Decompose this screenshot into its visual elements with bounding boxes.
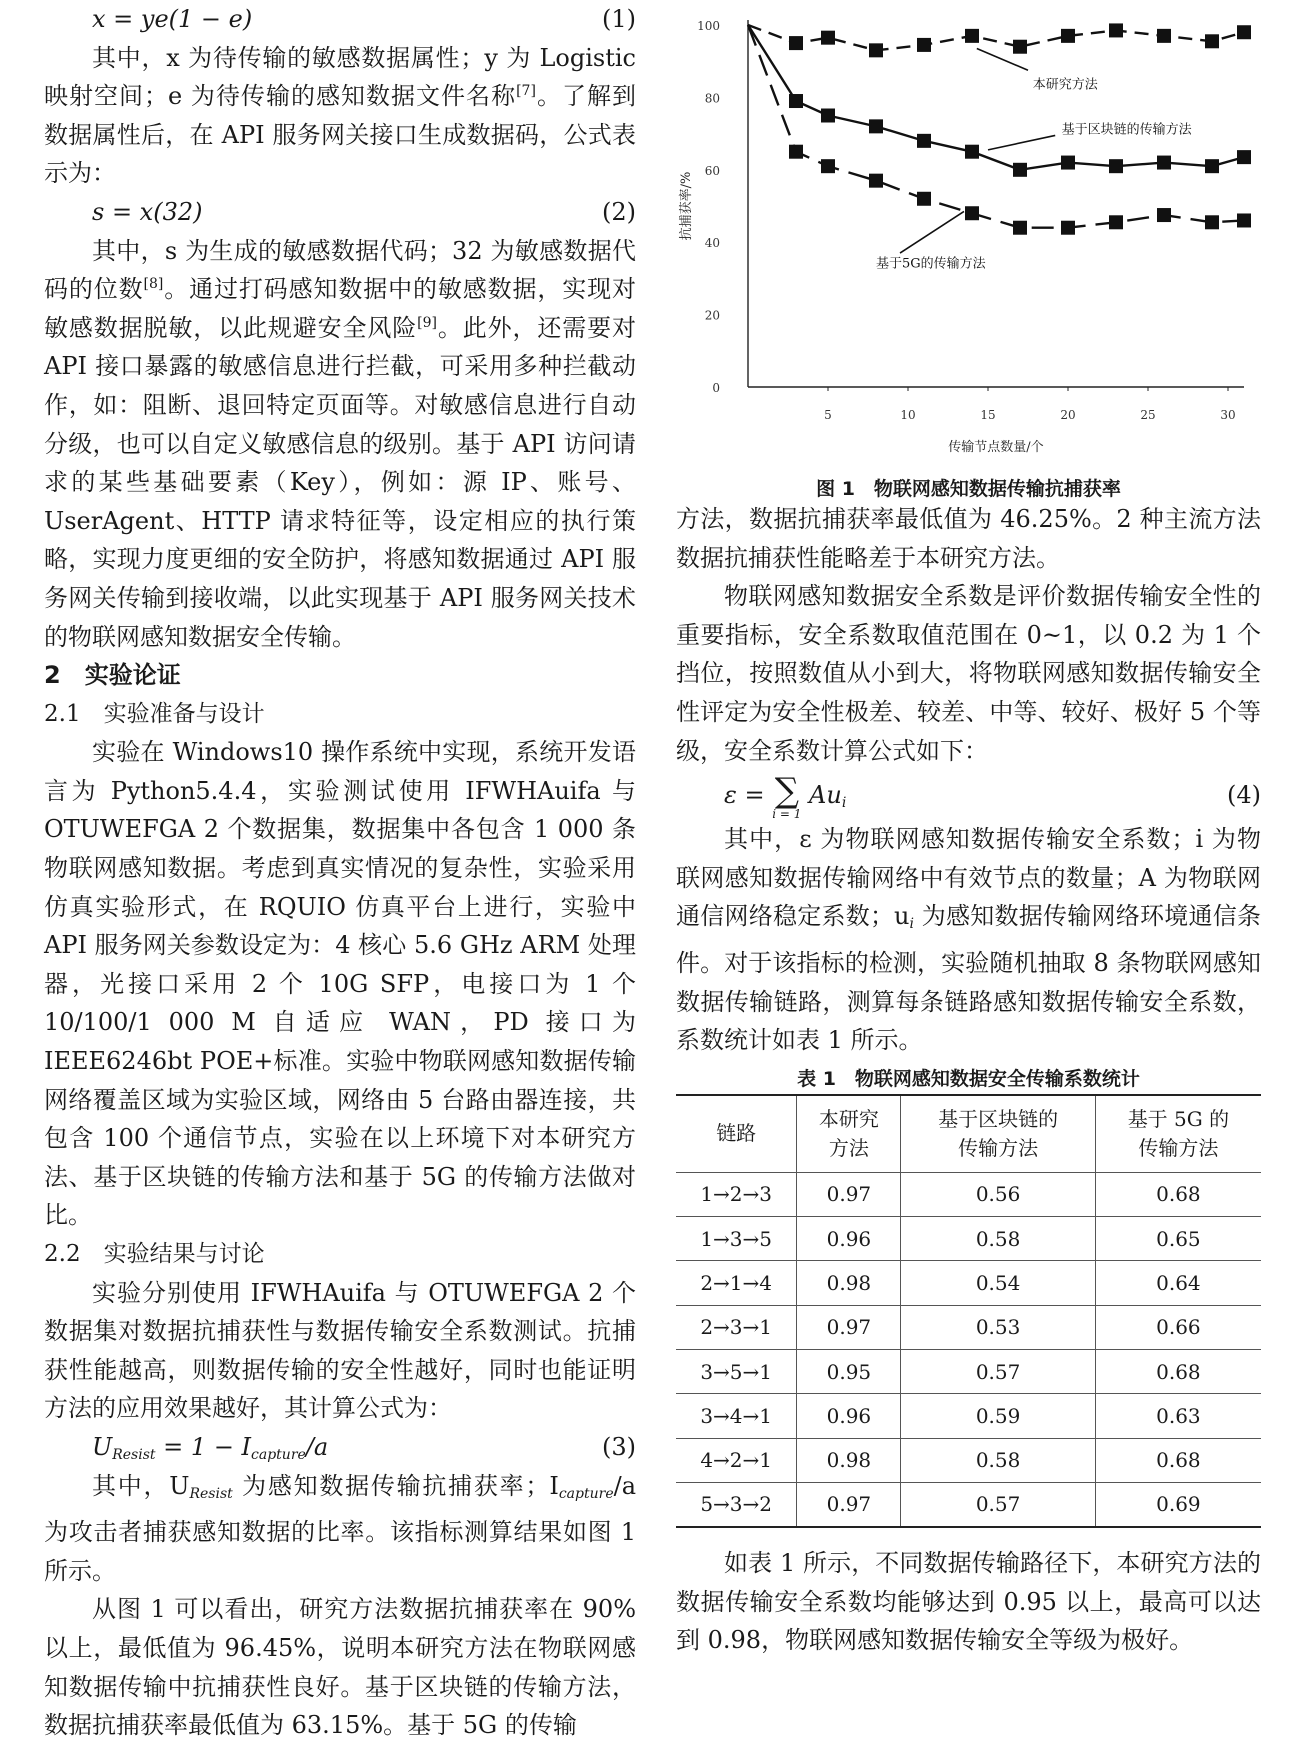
- left-column: [44, 0, 636, 1745]
- table-cell: 0.98: [797, 1438, 901, 1482]
- table-cell: 0.66: [1095, 1305, 1261, 1349]
- formula-4: [676, 770, 1261, 820]
- table-cell: 0.64: [1095, 1261, 1261, 1305]
- table-cell: 0.96: [797, 1217, 901, 1261]
- annotation-leader-line: [988, 135, 1055, 149]
- data-point: [1109, 159, 1123, 173]
- table-cell: 1→2→3: [676, 1172, 797, 1216]
- table-cell: 0.56: [901, 1172, 1095, 1216]
- paragraph-2: [44, 232, 636, 657]
- table-header-cell: 基于区块链的 传输方法: [901, 1095, 1095, 1173]
- table-header-cell: 本研究 方法: [797, 1095, 901, 1173]
- subsection-heading-2-2: 2.2 实验结果与讨论: [44, 1241, 265, 1267]
- table-1: [676, 1094, 1261, 1528]
- formula-3-mid: = 1 − I: [155, 1432, 252, 1461]
- paragraph-9-sub: i: [909, 916, 914, 933]
- table-cell: 2→1→4: [676, 1261, 797, 1305]
- table-row: [676, 1305, 1261, 1349]
- data-point: [1061, 29, 1075, 43]
- table-cell: 0.97: [797, 1172, 901, 1216]
- table-cell: 5→3→2: [676, 1482, 797, 1527]
- y-tick-label: 100: [697, 19, 720, 33]
- data-point: [1109, 215, 1123, 229]
- formula-4-rhs-sub: i: [841, 795, 847, 812]
- y-axis-label: 抗捕获率/%: [679, 171, 694, 241]
- formula-2: [44, 193, 636, 232]
- data-point: [1061, 221, 1075, 235]
- paragraph-5-text-c: /a 为攻击者捕获感知数据的比率。该指标测算结果如图 1 所示。: [44, 1471, 637, 1585]
- table-cell: 3→4→1: [676, 1394, 797, 1438]
- paragraph-9-text-b: 为感知数据传输网络环境通信条件。对于该指标的检测，实验随机抽取 8 条物联网感知数据传输链路，测算每条链路感知数据传输安全系数，系数统计如表 1 所示。: [676, 902, 1261, 1055]
- table-cell: 0.97: [797, 1305, 901, 1349]
- series-annotation-label: 本研究方法: [1032, 77, 1098, 93]
- data-point: [917, 192, 931, 206]
- data-point: [965, 145, 979, 159]
- y-tick-label: 60: [704, 163, 720, 178]
- citation-8[interactable]: [8]: [143, 276, 164, 293]
- x-tick-label: 25: [1140, 408, 1156, 422]
- data-point: [1157, 156, 1171, 170]
- figure-1-caption: 图 1 物联网感知数据传输抗捕获率: [816, 478, 1121, 500]
- table-body: [676, 1172, 1261, 1527]
- subsection-heading-2-1: 2.1 实验准备与设计: [44, 700, 265, 727]
- series-annotation-label: 基于5G的传输方法: [876, 256, 986, 272]
- data-point: [1157, 208, 1171, 222]
- table-cell: 0.97: [797, 1482, 901, 1527]
- formula-4-lhs: ε =: [724, 781, 773, 810]
- data-point: [1237, 150, 1251, 164]
- paragraph-7: 方法，数据抗捕获率最低值为 46.25%。2 种主流方法数据抗捕获性能略差于本研究方法。: [676, 505, 1261, 572]
- paragraph-9: [676, 820, 1261, 1060]
- table-cell: 0.69: [1095, 1482, 1261, 1527]
- paragraph-5: [44, 1467, 636, 1591]
- paragraph-4: 实验分别使用 IFWHAuifa 与 OTUWEFGA 2 个数据集对数据抗捕获性与数据传输安全系数测试。抗捕获性能越高，则数据传输的安全性越好，同时也能证明方法的应用效果越好，其计算公式为：: [44, 1278, 636, 1423]
- data-point: [965, 29, 979, 43]
- line-chart: [676, 0, 1261, 470]
- data-point: [965, 206, 979, 220]
- table-row: [676, 1217, 1261, 1261]
- x-axis-label: 传输节点数量/个: [948, 440, 1044, 455]
- table-header-row: [676, 1095, 1261, 1173]
- table-cell: 0.95: [797, 1349, 901, 1393]
- paragraph-5-sub-1: Resist: [189, 1485, 233, 1502]
- data-point: [1157, 29, 1171, 43]
- formula-3-tail: /a: [305, 1432, 329, 1461]
- table-1-caption: 表 1 物联网感知数据安全传输系数统计: [797, 1067, 1140, 1090]
- data-point: [1205, 159, 1219, 173]
- data-point: [1061, 156, 1075, 170]
- paragraph-5-sub-2: capture: [558, 1485, 614, 1502]
- data-point: [1205, 215, 1219, 229]
- paragraph-8: 物联网感知数据安全系数是评价数据传输安全性的重要指标，安全系数取值范围在 0~1，以 0.2 为 1 个挡位，按照数值从小到大，将物联网感知数据传输安全性评定为安全性极差、较差、中等、较好、极好 5 个等级，安全系数计算公式如下：: [676, 582, 1261, 765]
- formula-3-u-sub: Resist: [112, 1446, 156, 1463]
- y-tick-label: 20: [704, 308, 720, 323]
- paragraph-2-text-b: 。通过打码感知数据中的敏感数据，实现对敏感数据脱敏，以此规避安全风险: [44, 275, 637, 342]
- y-tick-label: 40: [704, 236, 720, 251]
- table-cell: 0.98: [797, 1261, 901, 1305]
- x-tick-label: 30: [1220, 408, 1236, 422]
- formula-3-number: (3): [602, 1432, 636, 1461]
- table-cell: 0.68: [1095, 1349, 1261, 1393]
- table-cell: 0.57: [901, 1349, 1095, 1393]
- paragraph-5-text-b: 为感知数据传输抗捕获率；I: [232, 1471, 559, 1500]
- paragraph-2-text-a: 其中，s 为生成的敏感数据代码；32 为敏感数据代码的位数: [44, 236, 636, 304]
- table-row: [676, 1349, 1261, 1393]
- table-cell: 0.63: [1095, 1394, 1261, 1438]
- y-tick-label: 0: [712, 381, 720, 395]
- table-cell: 0.58: [901, 1438, 1095, 1482]
- table-row: [676, 1438, 1261, 1482]
- table-cell: 0.57: [901, 1482, 1095, 1527]
- table-cell: 0.58: [901, 1217, 1095, 1261]
- right-column: [676, 0, 1261, 1660]
- table-cell: 0.54: [901, 1261, 1095, 1305]
- data-point: [1013, 40, 1027, 54]
- data-point: [821, 159, 835, 173]
- table-cell: 0.96: [797, 1394, 901, 1438]
- data-point: [789, 94, 803, 108]
- paragraph-9-text-a: 其中，ε 为物联网感知数据传输安全系数；i 为物联网感知数据传输网络中有效节点的数量；A 为物联网通信网络稳定系数；u: [676, 825, 1261, 931]
- formula-1-number: (1): [602, 5, 636, 33]
- table-cell: 0.65: [1095, 1217, 1261, 1261]
- paragraph-1-text-b: 。了解到数据属性后，在 API 服务网关接口生成数据码，公式表示为：: [44, 82, 636, 188]
- table-header-cell: 基于 5G 的 传输方法: [1095, 1095, 1261, 1173]
- annotation-leader-line: [900, 211, 964, 253]
- formula-1-expr: x = ye(1 − e): [92, 5, 253, 33]
- x-tick-label: 10: [900, 408, 916, 422]
- paragraph-5-text-a: 其中，U: [92, 1471, 190, 1500]
- paragraph-6: 从图 1 可以看出，研究方法数据抗捕获率在 90% 以上，最低值为 96.45%，说明本研究方法在物联网感知数据传输中抗捕获性良好。基于区块链的传输方法，数据抗捕获率最低值为 63.15%。基于 5G 的传输: [44, 1595, 636, 1740]
- x-tick-label: 20: [1060, 408, 1076, 422]
- data-point: [1237, 25, 1251, 39]
- data-point: [1109, 23, 1123, 37]
- data-point: [1013, 221, 1027, 235]
- series-annotation-label: 基于区块链的传输方法: [1061, 122, 1192, 138]
- formula-1: [44, 0, 636, 39]
- formula-4-rhs: Au: [809, 781, 842, 810]
- formula-4-number: (4): [1227, 781, 1261, 810]
- table-header-cell: 链路: [676, 1095, 797, 1173]
- table-cell: 0.59: [901, 1394, 1095, 1438]
- x-tick-label: 15: [980, 408, 996, 422]
- data-point: [789, 36, 803, 50]
- table-row: [676, 1261, 1261, 1305]
- formula-3: [44, 1428, 636, 1467]
- data-point: [869, 119, 883, 133]
- data-point: [1013, 163, 1027, 177]
- table-cell: 2→3→1: [676, 1305, 797, 1349]
- table-cell: 1→3→5: [676, 1217, 797, 1261]
- formula-2-number: (2): [602, 197, 636, 226]
- data-point: [821, 109, 835, 123]
- summation-symbol: ∑ i = 1: [772, 770, 802, 821]
- table-row: [676, 1172, 1261, 1216]
- y-tick-label: 80: [704, 91, 720, 106]
- data-point: [789, 145, 803, 159]
- table-cell: 0.68: [1095, 1438, 1261, 1482]
- table-row: [676, 1394, 1261, 1438]
- formula-3-i-sub: capture: [251, 1446, 306, 1463]
- table-cell: 0.68: [1095, 1172, 1261, 1216]
- table-cell: 3→5→1: [676, 1349, 797, 1393]
- figure-1: [676, 0, 1261, 500]
- data-point: [917, 38, 931, 52]
- summation-lower-limit: i = 1: [772, 806, 802, 821]
- table-cell: 4→2→1: [676, 1438, 797, 1482]
- table-row: [676, 1482, 1261, 1527]
- paragraph-2-text-c: 。此外，还需要对 API 接口暴露的敏感信息进行拦截，可采用多种拦截动作，如：阻断、退回特定页面等。对敏感信息进行自动分级，也可以自定义敏感信息的级别。基于 API 访问请求的某些基础要素（Key），例如：源 IP、账号、UserAgent、HTTP 请求特征等，设定相应的执行策略，实现力度更细的安全防护，将感知数据通过 API 服务网关传输到接收端，以此实现基于 API 服务网关技术的物联网感知数据安全传输。: [44, 313, 637, 651]
- data-point: [821, 31, 835, 45]
- section-heading-2: 2 实验论证: [44, 661, 181, 690]
- paragraph-10: 如表 1 所示，不同数据传输路径下，本研究方法的数据传输安全系数均能够达到 0.95 以上，最高可以达到 0.98，物联网感知数据传输安全等级为极好。: [676, 1549, 1261, 1655]
- data-point: [1237, 213, 1251, 227]
- formula-3-u: U: [92, 1432, 113, 1461]
- table-cell: 0.53: [901, 1305, 1095, 1349]
- data-point: [1205, 34, 1219, 48]
- paragraph-3: 实验在 Windows10 操作系统中实现，系统开发语言为 Python5.4.4，实验测试使用 IFWHAuifa 与 OTUWEFGA 2 个数据集，数据集中各包含 1 000 条物联网感知数据。考虑到真实情况的复杂性，实验采用仿真实验形式，在 RQUIO 仿真平台上进行，实验中 API 服务网关参数设定为：4 核心 5.6 GHz ARM 处理器，光接口采用 2 个 10G SFP，电接口为 1 个 10/100/1 000 M 自适应 WAN，PD 接口为 IEEE6246bt POE+标准。实验中物联网感知数据传输网络覆盖区域为实验区域，网络由 5 台路由器连接，共包含 100 个通信节点，实验在以上环境下对本研究方法、基于区块链的传输方法和基于 5G 的传输方法做对比。: [44, 738, 636, 1230]
- x-tick-label: 5: [824, 408, 832, 422]
- citation-7[interactable]: [7]: [516, 83, 536, 100]
- paragraph-1: [44, 39, 636, 193]
- citation-9[interactable]: [9]: [417, 314, 437, 331]
- paragraph-1-text: 其中，x 为待传输的敏感数据属性；y 为 Logistic 映射空间；e 为待传输的感知数据文件名称: [44, 43, 636, 111]
- data-point: [869, 174, 883, 188]
- data-point: [869, 43, 883, 57]
- data-point: [917, 134, 931, 148]
- formula-2-expr: s = x(32): [92, 197, 203, 226]
